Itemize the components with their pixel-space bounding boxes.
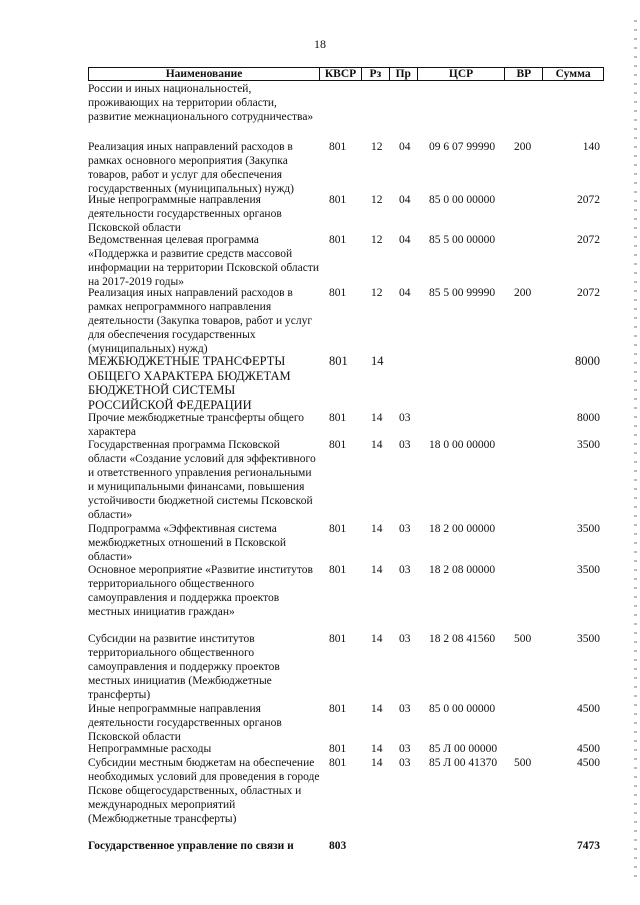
row-kvsr: 801 xyxy=(329,523,347,535)
row-sum: 7473 xyxy=(577,840,600,852)
row-sum: 3500 xyxy=(577,633,600,645)
row-sum: 3500 xyxy=(577,523,600,535)
row-kvsr: 801 xyxy=(329,234,347,246)
header-name: Наименование xyxy=(89,68,320,80)
row-csr: 85 5 00 00000 xyxy=(429,234,496,246)
row-sum: 4500 xyxy=(577,757,600,769)
row-pr: 04 xyxy=(399,141,411,153)
header-vr: ВР xyxy=(505,68,543,80)
row-name: Реализация иных направлений расходов в рамках непрограммного направления деятельности (Закупка товаров, работ и услуг для обеспечения государственных (муниципальных) нужд) xyxy=(88,287,313,355)
row-name: Иные непрограммные направления деятельности государственных органов Псковской области xyxy=(88,703,282,743)
row-name: Реализация иных направлений расходов в рамках основного мероприятия (Закупка товаров, работ и услуг для обеспечения государственных (муниципальных) нужд) xyxy=(88,141,294,195)
row-rz: 14 xyxy=(371,703,383,715)
row-kvsr: 801 xyxy=(329,287,347,299)
row-sum: 2072 xyxy=(577,194,600,206)
row-rz: 14 xyxy=(371,633,383,645)
row-pr: 04 xyxy=(399,234,411,246)
scan-edge-marks xyxy=(634,20,637,880)
row-sum: 2072 xyxy=(577,287,600,299)
row-pr: 03 xyxy=(399,523,411,535)
row-pr: 03 xyxy=(399,439,411,451)
row-csr: 85 5 00 99990 xyxy=(429,287,496,299)
row-sum: 4500 xyxy=(577,743,600,755)
header-pr: Пр xyxy=(390,68,418,80)
row-sum: 8000 xyxy=(575,354,600,368)
row-rz: 12 xyxy=(371,287,383,299)
row-name: России и иных национальностей, проживающих на территории области, развитие межнационального сотрудничества» xyxy=(88,83,314,123)
row-vr: 200 xyxy=(514,141,532,153)
table-header xyxy=(88,67,604,81)
row-pr: 04 xyxy=(399,194,411,206)
row-kvsr: 801 xyxy=(329,757,347,769)
row-name: Непрограммные расходы xyxy=(88,743,212,755)
row-csr: 85 0 00 00000 xyxy=(429,194,496,206)
row-kvsr: 801 xyxy=(329,354,348,368)
row-rz: 14 xyxy=(371,439,383,451)
row-rz: 14 xyxy=(371,412,383,424)
row-sum: 2072 xyxy=(577,234,600,246)
row-rz: 14 xyxy=(371,523,383,535)
row-rz: 14 xyxy=(371,354,384,368)
row-csr: 85 Л 00 41370 xyxy=(429,757,498,769)
row-rz: 14 xyxy=(371,757,383,769)
row-pr: 03 xyxy=(399,703,411,715)
row-sum: 140 xyxy=(582,141,600,153)
row-csr: 18 2 00 00000 xyxy=(429,523,496,535)
row-kvsr: 801 xyxy=(329,633,347,645)
row-kvsr: 801 xyxy=(329,703,347,715)
row-pr: 03 xyxy=(399,412,411,424)
row-name: Ведомственная целевая программа «Поддержка и развитие средств массовой информации на территории Псковской области на 2017-2019 годы» xyxy=(88,234,320,288)
row-kvsr: 801 xyxy=(329,564,347,576)
row-vr: 500 xyxy=(514,757,532,769)
row-pr: 04 xyxy=(399,287,411,299)
row-rz: 14 xyxy=(371,564,383,576)
row-pr: 03 xyxy=(399,633,411,645)
row-rz: 14 xyxy=(371,743,383,755)
header-csr: ЦСР xyxy=(418,68,506,80)
row-csr: 18 0 00 00000 xyxy=(429,439,496,451)
header-sum: Сумма xyxy=(555,68,591,80)
row-csr: 18 2 08 41560 xyxy=(429,633,496,645)
row-csr: 18 2 08 00000 xyxy=(429,564,496,576)
row-kvsr: 801 xyxy=(329,194,347,206)
row-csr: 09 6 07 99990 xyxy=(429,141,496,153)
row-name: Субсидии на развитие институтов территориального общественного самоуправления и поддержку проектов местных инициатив (Межбюджетные трансферты) xyxy=(88,633,280,701)
row-pr: 03 xyxy=(399,564,411,576)
row-csr: 85 Л 00 00000 xyxy=(429,743,498,755)
row-rz: 12 xyxy=(371,234,383,246)
row-sum: 8000 xyxy=(577,412,600,424)
row-sum: 3500 xyxy=(577,439,600,451)
row-name: Государственное управление по связи и xyxy=(88,840,294,852)
row-rz: 12 xyxy=(371,141,383,153)
row-kvsr: 801 xyxy=(329,439,347,451)
row-pr: 03 xyxy=(399,757,411,769)
row-kvsr: 801 xyxy=(329,412,347,424)
row-pr: 03 xyxy=(399,743,411,755)
row-name: Основное мероприятие «Развитие институтов территориального общественного самоуправления и поддержка проектов местных инициатив граждан» xyxy=(88,564,313,618)
row-kvsr: 801 xyxy=(329,743,347,755)
row-name: Подпрограмма «Эффективная система межбюджетных отношений в Псковской области» xyxy=(88,523,286,563)
row-name: МЕЖБЮДЖЕТНЫЕ ТРАНСФЕРТЫ ОБЩЕГО ХАРАКТЕРА БЮДЖЕТАМ БЮДЖЕТНОЙ СИСТЕМЫ РОССИЙСКОЙ ФЕДЕРАЦИИ xyxy=(88,354,291,412)
header-kvsr: КВСР xyxy=(320,68,362,80)
header-rz: Рз xyxy=(362,68,390,80)
budget-table xyxy=(88,67,604,852)
row-name: Иные непрограммные направления деятельности государственных органов Псковской области xyxy=(88,194,282,234)
row-name: Прочие межбюджетные трансферты общего характера xyxy=(88,412,305,438)
row-name: Государственная программа Псковской области «Создание условий для эффективного и ответственного управления региональными и муниципальными финансами, повышения устойчивости бюджетной системы Псковской области» xyxy=(88,439,316,521)
row-vr: 200 xyxy=(514,287,532,299)
row-csr: 85 0 00 00000 xyxy=(429,703,496,715)
row-rz: 12 xyxy=(371,194,383,206)
row-name: Субсидии местным бюджетам на обеспечение необходимых условий для проведения в городе Пскове общегосударственных, областных и международных мероприятий (Межбюджетные трансферты) xyxy=(88,757,320,825)
row-vr: 500 xyxy=(514,633,532,645)
row-kvsr: 801 xyxy=(329,141,347,153)
row-kvsr: 803 xyxy=(329,840,347,852)
row-sum: 3500 xyxy=(577,564,600,576)
row-sum: 4500 xyxy=(577,703,600,715)
page-number: 18 xyxy=(314,37,326,51)
